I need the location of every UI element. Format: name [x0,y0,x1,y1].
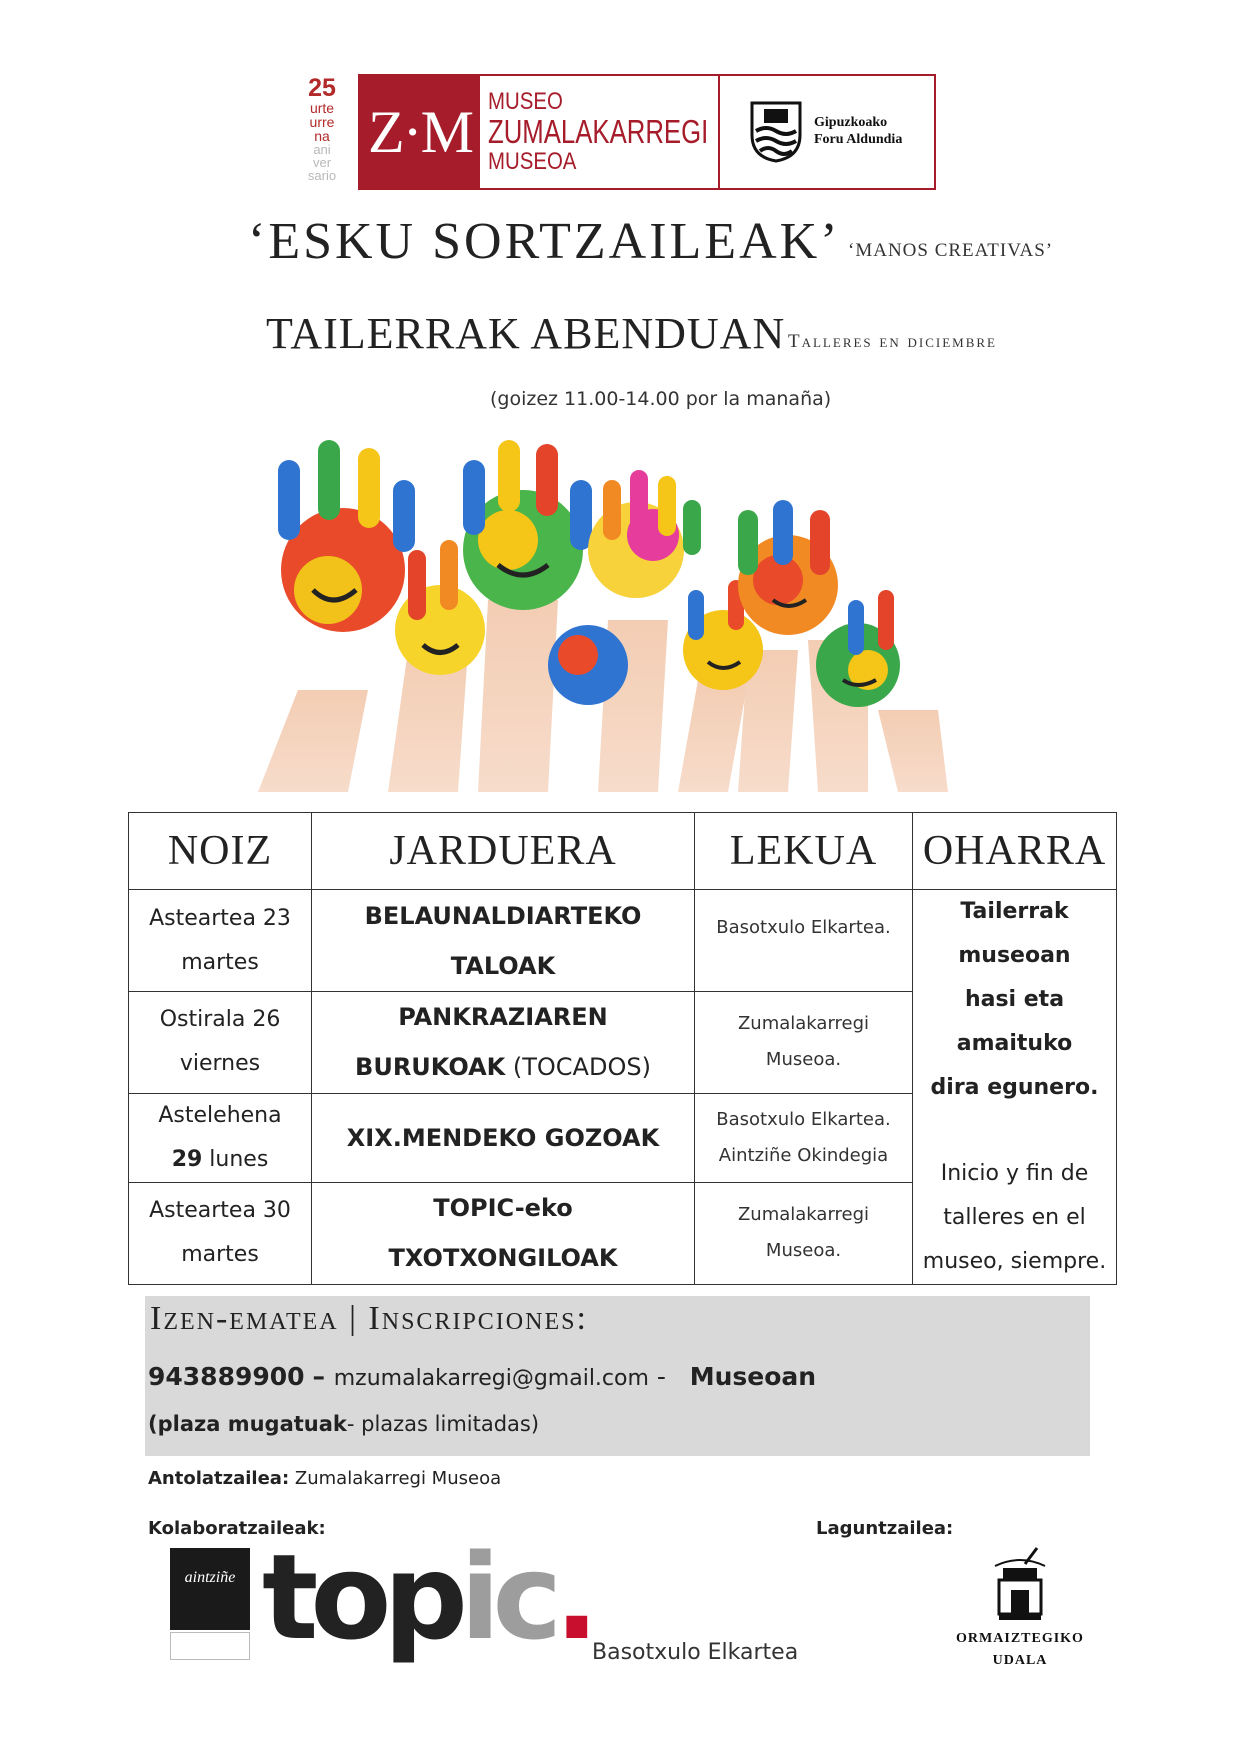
note-eu-3: dira egunero. [930,1075,1099,1100]
activity-line1: TOPIC-eko [433,1194,573,1223]
when-day: Asteartea 30 [149,1198,291,1224]
museum-name-line2: ZUMALAKARREGI [488,112,709,150]
place-line1: Zumalakarregi [737,1013,870,1035]
anniversary-word-es-1: ani [313,142,331,157]
table-header-row [129,813,1117,890]
museum-monogram: Z·M [360,76,480,188]
cell-place [695,890,913,992]
museum-name [480,76,720,188]
place-line1: Basotxulo Elkartea. [716,1108,891,1130]
main-title: ‘ESKU SORTZAILEAK’ [248,213,841,270]
painted-hands-image [258,440,1030,792]
cell-note [913,890,1117,1285]
ormaiztegi-line2: UDALA [992,1653,1048,1669]
collaborators-label: Kolaboratzaileak: [148,1518,326,1539]
activity-line1: PANKRAZIAREN [398,1003,608,1032]
topic-logo [262,1528,592,1666]
place-line2: Museoa. [765,1240,842,1262]
basotxulo-name: Basotxulo Elkartea [592,1640,799,1665]
header-oharra: OHARRA [913,813,1117,890]
place-line2: Aintziñe Okindegia [718,1144,889,1166]
anniversary-word-es-2: ver [312,155,332,170]
topic-logo-light: ic [459,1528,555,1666]
activity-line2: TXOTXONGILOAK [388,1244,618,1273]
registration-limited [148,1412,539,1436]
activity-line2: BURUKOAK [355,1053,506,1082]
when-day: Ostirala 26 [159,1007,281,1033]
anniversary-logo [302,76,342,182]
limited-es: - plazas limitadas) [346,1412,540,1436]
cell-when [129,1093,312,1182]
place-line1: Basotxulo Elkartea. [716,917,891,938]
subtitle: TAILERRAK ABENDUAN [266,309,786,358]
cell-activity [312,890,695,992]
supporter-label: Laguntzailea: [816,1518,954,1539]
main-title-es: ‘MANOS CREATIVAS’ [848,240,1054,261]
activity-line1: BELAUNALDIARTEKO [364,901,642,930]
anniversary-word-es-3: sario [307,168,337,183]
anniversary-number: 25 [308,74,336,102]
when-weekday: viernes [179,1051,261,1077]
registration-place: Museoan [689,1362,817,1391]
note-es-2: talleres en el [943,1205,1086,1230]
note-es-1: Inicio y fin de [940,1161,1089,1186]
activity-line2: TALOAK [450,951,556,980]
organizer-name: Zumalakarregi Museoa [294,1468,502,1489]
anniversary-word-1: urte [309,100,335,116]
museum-logo [358,74,936,190]
gipuzkoa-logo [720,76,934,188]
workshop-hours: (goizez 11.00-14.00 por la manaña) [490,388,832,410]
note-eu-1: Tailerrak museoan [958,899,1071,968]
when-weekday: martes [181,949,259,975]
cell-place [695,992,913,1093]
organizer-label: Antolatzailea: [148,1468,290,1489]
registration-title: Izen-ematea | Inscripciones: [150,1300,588,1337]
cell-place [695,1093,913,1182]
registration-email[interactable]: mzumalakarregi@gmail.com [333,1366,649,1391]
header-noiz: NOIZ [129,813,312,890]
aintzine-logo-sub [170,1632,250,1660]
cell-activity [312,1182,695,1284]
aintzine-logo-text: aintziñe [184,1569,236,1586]
when-date: 29 [171,1146,203,1172]
registration-phone: 943889900 [148,1362,305,1391]
gipuzkoa-shield-icon [750,101,802,163]
place-line1: Zumalakarregi [737,1204,870,1226]
header-jarduera: JARDUERA [312,813,695,890]
limited-eu: (plaza mugatuak [148,1412,347,1436]
registration-contact: 943889900 – mzumalakarregi@gmail.com - Museoan [148,1362,817,1391]
table-row [129,890,1117,992]
cell-when [129,1182,312,1284]
cell-when [129,890,312,992]
cell-place [695,1182,913,1284]
note-eu-2: hasi eta amaituko [956,987,1073,1056]
gipuzkoa-line2: Foru Aldundia [814,132,903,147]
when-weekday: lunes [202,1146,269,1172]
ormaiztegi-crest-icon [985,1546,1055,1624]
topic-logo-dot: . [554,1528,592,1666]
anniversary-word-2: urre [309,114,335,130]
when-weekday: martes [181,1242,259,1268]
museum-name-line3: MUSEOA [488,148,577,176]
activity-line2-extra: (TOCADOS) [505,1053,651,1082]
when-day: Asteartea 23 [149,905,291,931]
note-es-3: museo, siempre. [922,1249,1107,1274]
schedule-table [128,812,1117,1285]
aintzine-logo [170,1548,250,1630]
when-day: Astelehena [158,1102,282,1128]
cell-when [129,992,312,1093]
ormaiztegi-logo [940,1546,1100,1673]
header-lekua: LEKUA [695,813,913,890]
place-line2: Museoa. [765,1049,842,1071]
ormaiztegi-line1: ORMAIZTEGIKO [956,1631,1084,1646]
organizer [148,1468,501,1489]
cell-activity [312,992,695,1093]
gipuzkoa-line1: Gipuzkoako [814,115,888,131]
museum-name-line1: MUSEO [488,88,563,116]
subtitle-es: Talleres en diciembre [788,331,997,352]
anniversary-word-3: na [314,128,330,144]
activity-line1: XIX.MENDEKO GOZOAK [346,1123,660,1152]
cell-activity [312,1093,695,1182]
topic-logo-dark: top [262,1528,460,1666]
